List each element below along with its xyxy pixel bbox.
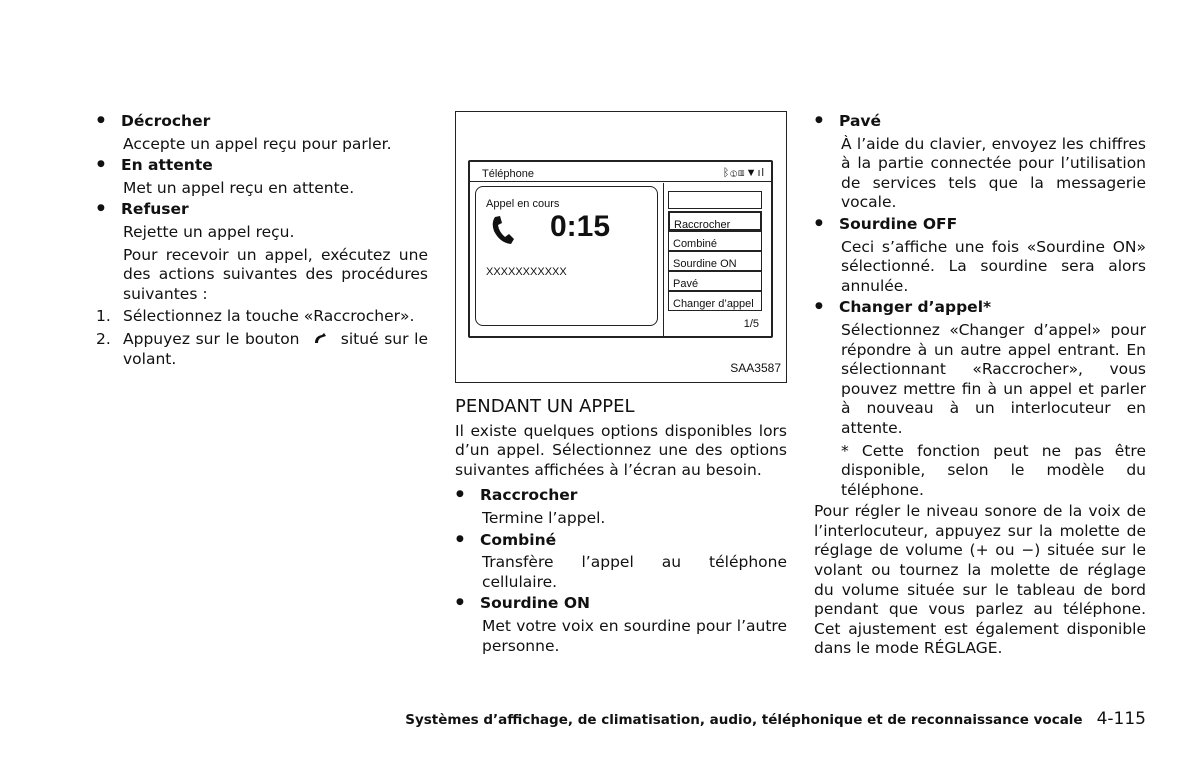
bullet-refuser-title: ● Refuser — [96, 200, 428, 220]
bullet-raccrocher-title: ● Raccrocher — [455, 486, 787, 506]
step-2-number: 2. — [96, 329, 111, 348]
bullet-raccrocher-text: Termine l’appel. — [482, 508, 606, 527]
bullet-decrocher-text: Accepte un appel reçu pour parler. — [123, 134, 392, 153]
middle-column — [455, 110, 787, 656]
screen-header-line — [470, 181, 771, 182]
option-combine[interactable]: Combiné — [668, 231, 762, 251]
bullet-sourdine-on-title: ● Sourdine ON — [455, 594, 787, 614]
bullet-combine-text: Transfère l’appel au téléphone cellulaire. — [482, 553, 787, 591]
bullet-en-attente-text: Met un appel reçu en attente. — [123, 178, 355, 197]
handset-icon — [490, 215, 516, 246]
caller-number: XXXXXXXXXXX — [486, 266, 567, 278]
right-column — [814, 110, 1146, 659]
step-2 — [96, 330, 428, 369]
bullet-changer-appel-title: ● Changer d’appel* — [814, 298, 1146, 318]
option-pave[interactable]: Pavé — [668, 271, 762, 291]
bullet-sourdine-off-text: Ceci s’affiche une fois «Sourdine ON» sélectionné. La sourdine sera alors annulée. — [841, 237, 1146, 295]
page-indicator: 1/5 — [743, 318, 759, 331]
page-footer — [0, 709, 1146, 729]
bullet-sourdine-on-text: Met votre voix en sourdine pour l’autre personne. — [482, 616, 787, 655]
phone-status-icon: ① — [730, 167, 738, 179]
section-heading: PENDANT UN APPEL — [455, 396, 635, 417]
phone-screen — [468, 160, 773, 338]
footer-title: Systèmes d’affichage, de climatisation, audio, téléphonique et de reconnaissance vocale — [405, 712, 1083, 728]
phone-hook-icon — [305, 330, 335, 350]
bullet-en-attente-title: ● En attente — [96, 156, 428, 176]
bullet-refuser-text: Rejette un appel reçu. — [123, 222, 295, 241]
bullet-decrocher-title: ● Décrocher — [96, 112, 428, 132]
option-raccrocher[interactable]: Raccrocher — [668, 211, 762, 231]
bullet-pave-text: À l’aide du clavier, envoyez les chiffres à la partie connectée pour l’utilisation de services tels que la messagerie vocale. — [841, 134, 1146, 212]
phone-screen-figure — [455, 111, 787, 383]
bluetooth-icon: ᛒ — [722, 167, 731, 179]
option-empty-slot — [668, 191, 762, 209]
volume-paragraph: Pour régler le niveau sonore de la voix de l’interlocuteur, appuyez sur la molette de réglage de volume (+ ou −) située sur le volant ou tournez la molette de réglage du volume située sur le tableau de bord pendant que vous parlez au téléphone. Cet ajustement est également disponible dans le mode RÉGLAGE. — [814, 502, 1146, 658]
panel-divider — [663, 183, 664, 336]
page-number: 4-115 — [1096, 709, 1146, 729]
bullet-changer-appel-text: Sélectionnez «Changer d’appel» pour répondre à un autre appel entrant. En sélectionnant «Raccrocher», vous pouvez mettre fin à un appel et parler à nouveau à un interlocuteur en attente. — [841, 320, 1146, 437]
call-panel — [475, 186, 658, 326]
call-timer: 0:15 — [550, 210, 611, 243]
step-2-text-b: situé sur le volant. — [123, 329, 428, 368]
figure-code: SAA3587 — [730, 361, 781, 376]
bullet-combine-title: ● Combiné — [455, 531, 787, 551]
step-1-text: Sélectionnez la touche «Raccrocher». — [123, 307, 415, 326]
battery-icon: ▥ — [738, 167, 746, 179]
step-2-text-a: Appuyez sur le bouton — [123, 329, 300, 348]
bullet-changer-appel-note: * Cette fonction peut ne pas être disponible, selon le modèle du téléphone. — [841, 441, 1146, 499]
option-changer-appel[interactable]: Changer d’appel — [668, 291, 762, 311]
left-column — [96, 110, 428, 369]
screen-title: Téléphone — [482, 168, 534, 180]
bullet-sourdine-off-title: ● Sourdine OFF — [814, 215, 1146, 235]
section-intro: Il existe quelques options disponibles lors d’un appel. Sélectionnez une des options suivantes affichées à l’écran au besoin. — [455, 421, 787, 479]
bullet-refuser-detail: Pour recevoir un appel, exécutez une des actions suivantes des procédures suivantes : — [123, 245, 428, 303]
step-1-number: 1. — [96, 307, 111, 326]
step-1 — [96, 307, 428, 327]
option-sourdine-on[interactable]: Sourdine ON — [668, 251, 762, 271]
bullet-pave-title: ● Pavé — [814, 112, 1146, 132]
signal-icon: ▼ıl — [745, 167, 765, 179]
call-status: Appel en cours — [486, 198, 560, 210]
